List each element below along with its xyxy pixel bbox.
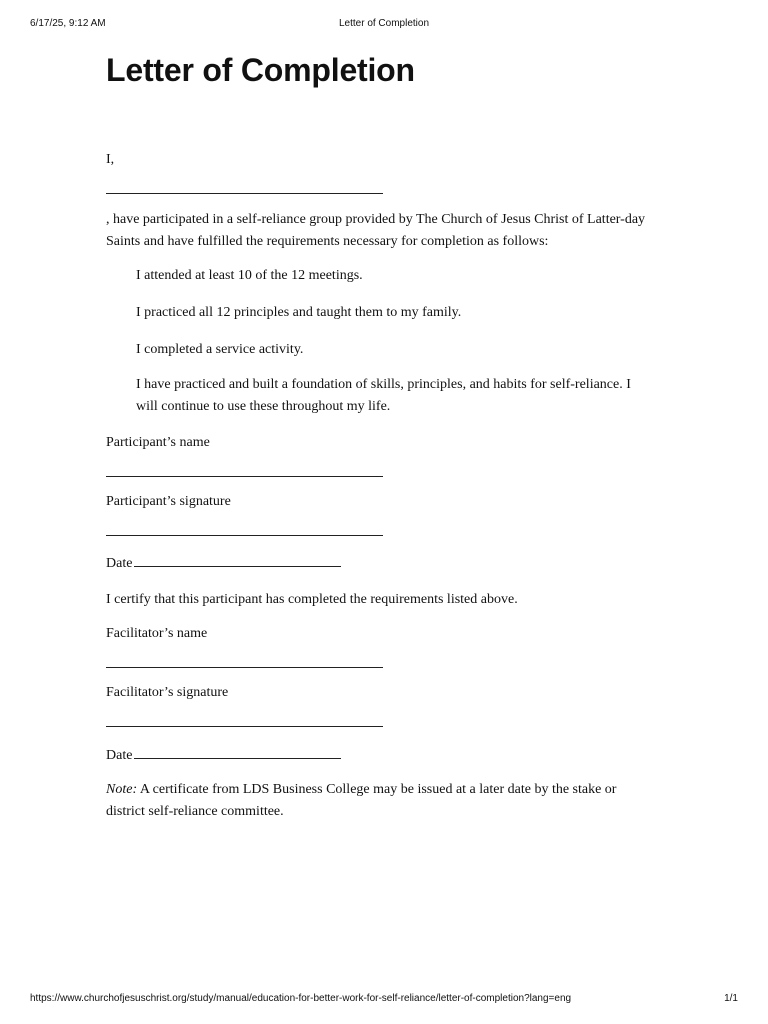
facilitator-name-line [106,667,383,668]
requirement-item: I attended at least 10 of the 12 meetings. [136,268,363,283]
print-header [0,18,768,34]
intro-paragraph: , have participated in a self-reliance group provided by The Church of Jesus Christ of Latter-day Saints and have fulfilled the requirements necessary for completion as follows: [106,212,646,249]
participant-name-label: Participant’s name [106,435,210,450]
participant-name-line [106,476,383,477]
facilitator-name-label: Facilitator’s name [106,626,208,641]
facilitator-signature-label: Facilitator’s signature [106,685,229,700]
note-text: A certificate from LDS Business College may be issued at a later date by the stake or district self-reliance committee. [106,782,617,819]
requirement-item: I have practiced and built a foundation of skills, principles, and habits for self-reliance. I will continue to use these throughout my life. [136,377,631,414]
facilitator-signature-line [106,726,383,727]
intro-i: I, [106,152,115,167]
page-number: 1/1 [724,993,738,1004]
participant-signature-label: Participant’s signature [106,494,231,509]
requirement-item: I completed a service activity. [136,342,304,357]
facilitator-date-line [134,744,341,759]
participant-signature-line [106,535,383,536]
participant-date-row [106,552,341,575]
page-url: https://www.churchofjesuschrist.org/study/manual/education-for-better-work-for-self-reliance/letter-of-completion?lang=eng [30,993,572,1004]
certify-statement: I certify that this participant has completed the requirements listed above. [106,592,518,607]
date-label: Date [106,748,133,763]
note-label: Note: [106,782,138,797]
participant-date-line [134,552,341,567]
participant-name-blank-intro [106,193,383,194]
print-footer [0,993,768,1009]
facilitator-date-row [106,744,341,767]
print-timestamp: 6/17/25, 9:12 AM [30,18,106,29]
requirement-item: I practiced all 12 principles and taught them to my family. [136,305,462,320]
page-title: Letter of Completion [106,52,415,88]
print-header-title: Letter of Completion [338,18,430,29]
note-paragraph [106,779,646,823]
date-label: Date [106,556,133,571]
